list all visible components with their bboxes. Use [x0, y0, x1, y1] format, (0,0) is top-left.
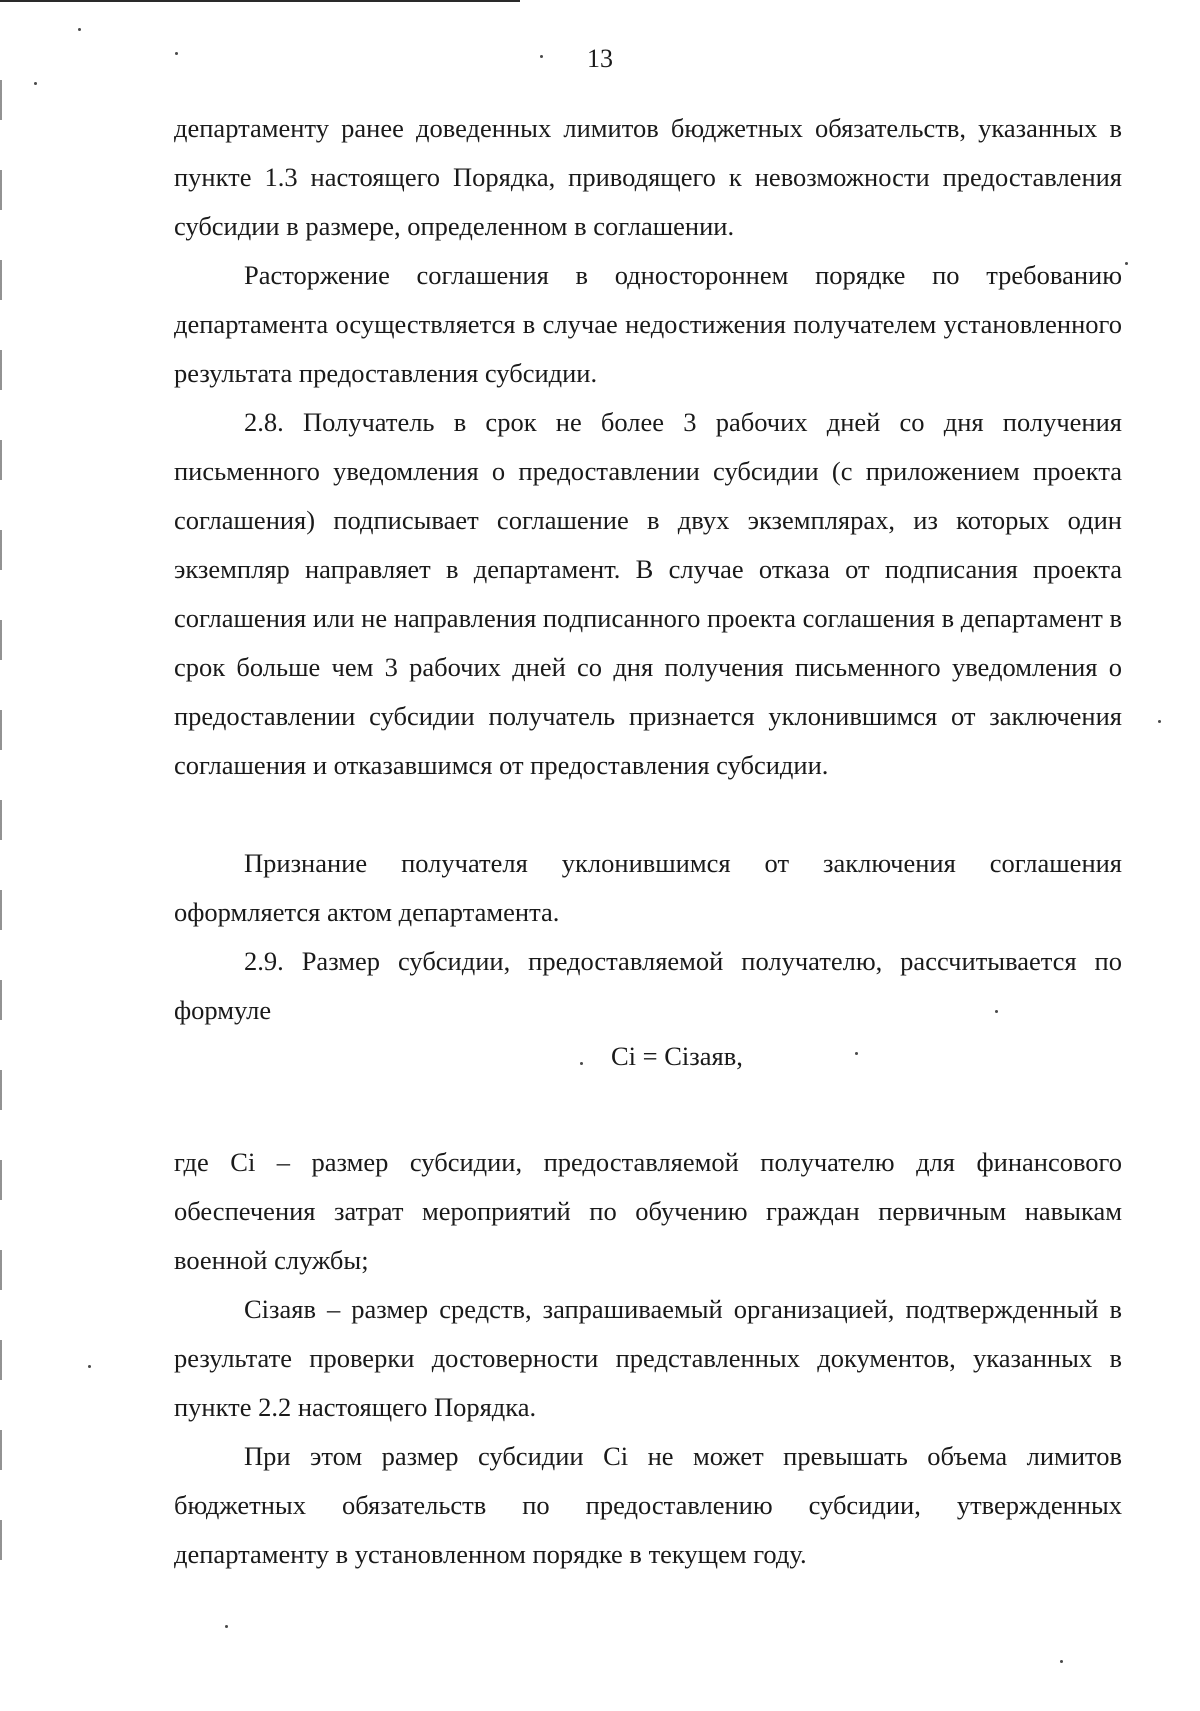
paragraph-2-9: 2.9. Размер субсидии, предоставляемой получателю, рассчитывается по формуле — [174, 946, 1122, 1025]
scan-speck — [1060, 1660, 1063, 1663]
scan-speck — [34, 82, 37, 85]
paragraph-continuation: департаменту ранее доведенных лимитов бюджетных обязательств, указанных в пункте 1.3 настоящего Порядка, приводящего к невозможности предоставления субсидии в размере, определенном в соглашении. — [174, 113, 1122, 241]
scan-speck — [78, 28, 81, 31]
top-rule — [0, 0, 520, 2]
paragraph-where-ci: где Ci – размер субсидии, предоставляемой получателю для финансового обеспечения затрат мероприятий по обучению граждан первичным навыкам военной службы; — [174, 1147, 1122, 1275]
scan-speck — [995, 1010, 998, 1013]
paragraph-recognition: Признание получателя уклонившимся от заключения соглашения оформляется актом департамента. — [174, 848, 1122, 927]
page-number: 13 — [587, 44, 613, 73]
scan-speck — [88, 1365, 91, 1368]
scan-speck — [855, 1052, 858, 1055]
scan-speck — [1158, 720, 1161, 723]
scan-speck — [175, 52, 178, 55]
scan-speck — [225, 1625, 228, 1628]
paragraph-termination: Расторжение соглашения в одностороннем порядке по требованию департамента осуществляется в случае недостижения получателем установленного результата предоставления субсидии. — [174, 260, 1122, 388]
subsidy-formula: Ci = Ciзаяв, — [611, 1041, 743, 1071]
scan-speck — [1125, 262, 1128, 265]
paragraph-2-8: 2.8. Получатель в срок не более 3 рабочих дней со дня получения письменного уведомления о предоставлении субсидии (с приложением проекта соглашения) подписывает соглашение в двух экземплярах, из которых один экземпляр направляет в департамент. В случае отказа от подписания проекта соглашения или не направления подписанного проекта соглашения в департамент в срок больше чем 3 рабочих дней со дня получения письменного уведомления о предоставлении субсидии получатель признается уклонившимся от заключения соглашения и отказавшимся от предоставления субсидии. — [174, 407, 1122, 780]
scan-speck — [540, 55, 543, 58]
paragraph-ci-zayav: Ciзаяв – размер средств, запрашиваемый организацией, подтвержденный в результате проверки достоверности представленных документов, указанных в пункте 2.2 настоящего Порядка. — [174, 1294, 1122, 1422]
scan-edge-mark — [0, 80, 2, 1580]
scan-speck — [580, 1062, 583, 1065]
paragraph-limit: При этом размер субсидии Ci не может превышать объема лимитов бюджетных обязательств по предоставлению субсидии, утвержденных департаменту в установленном порядке в текущем году. — [174, 1441, 1122, 1569]
